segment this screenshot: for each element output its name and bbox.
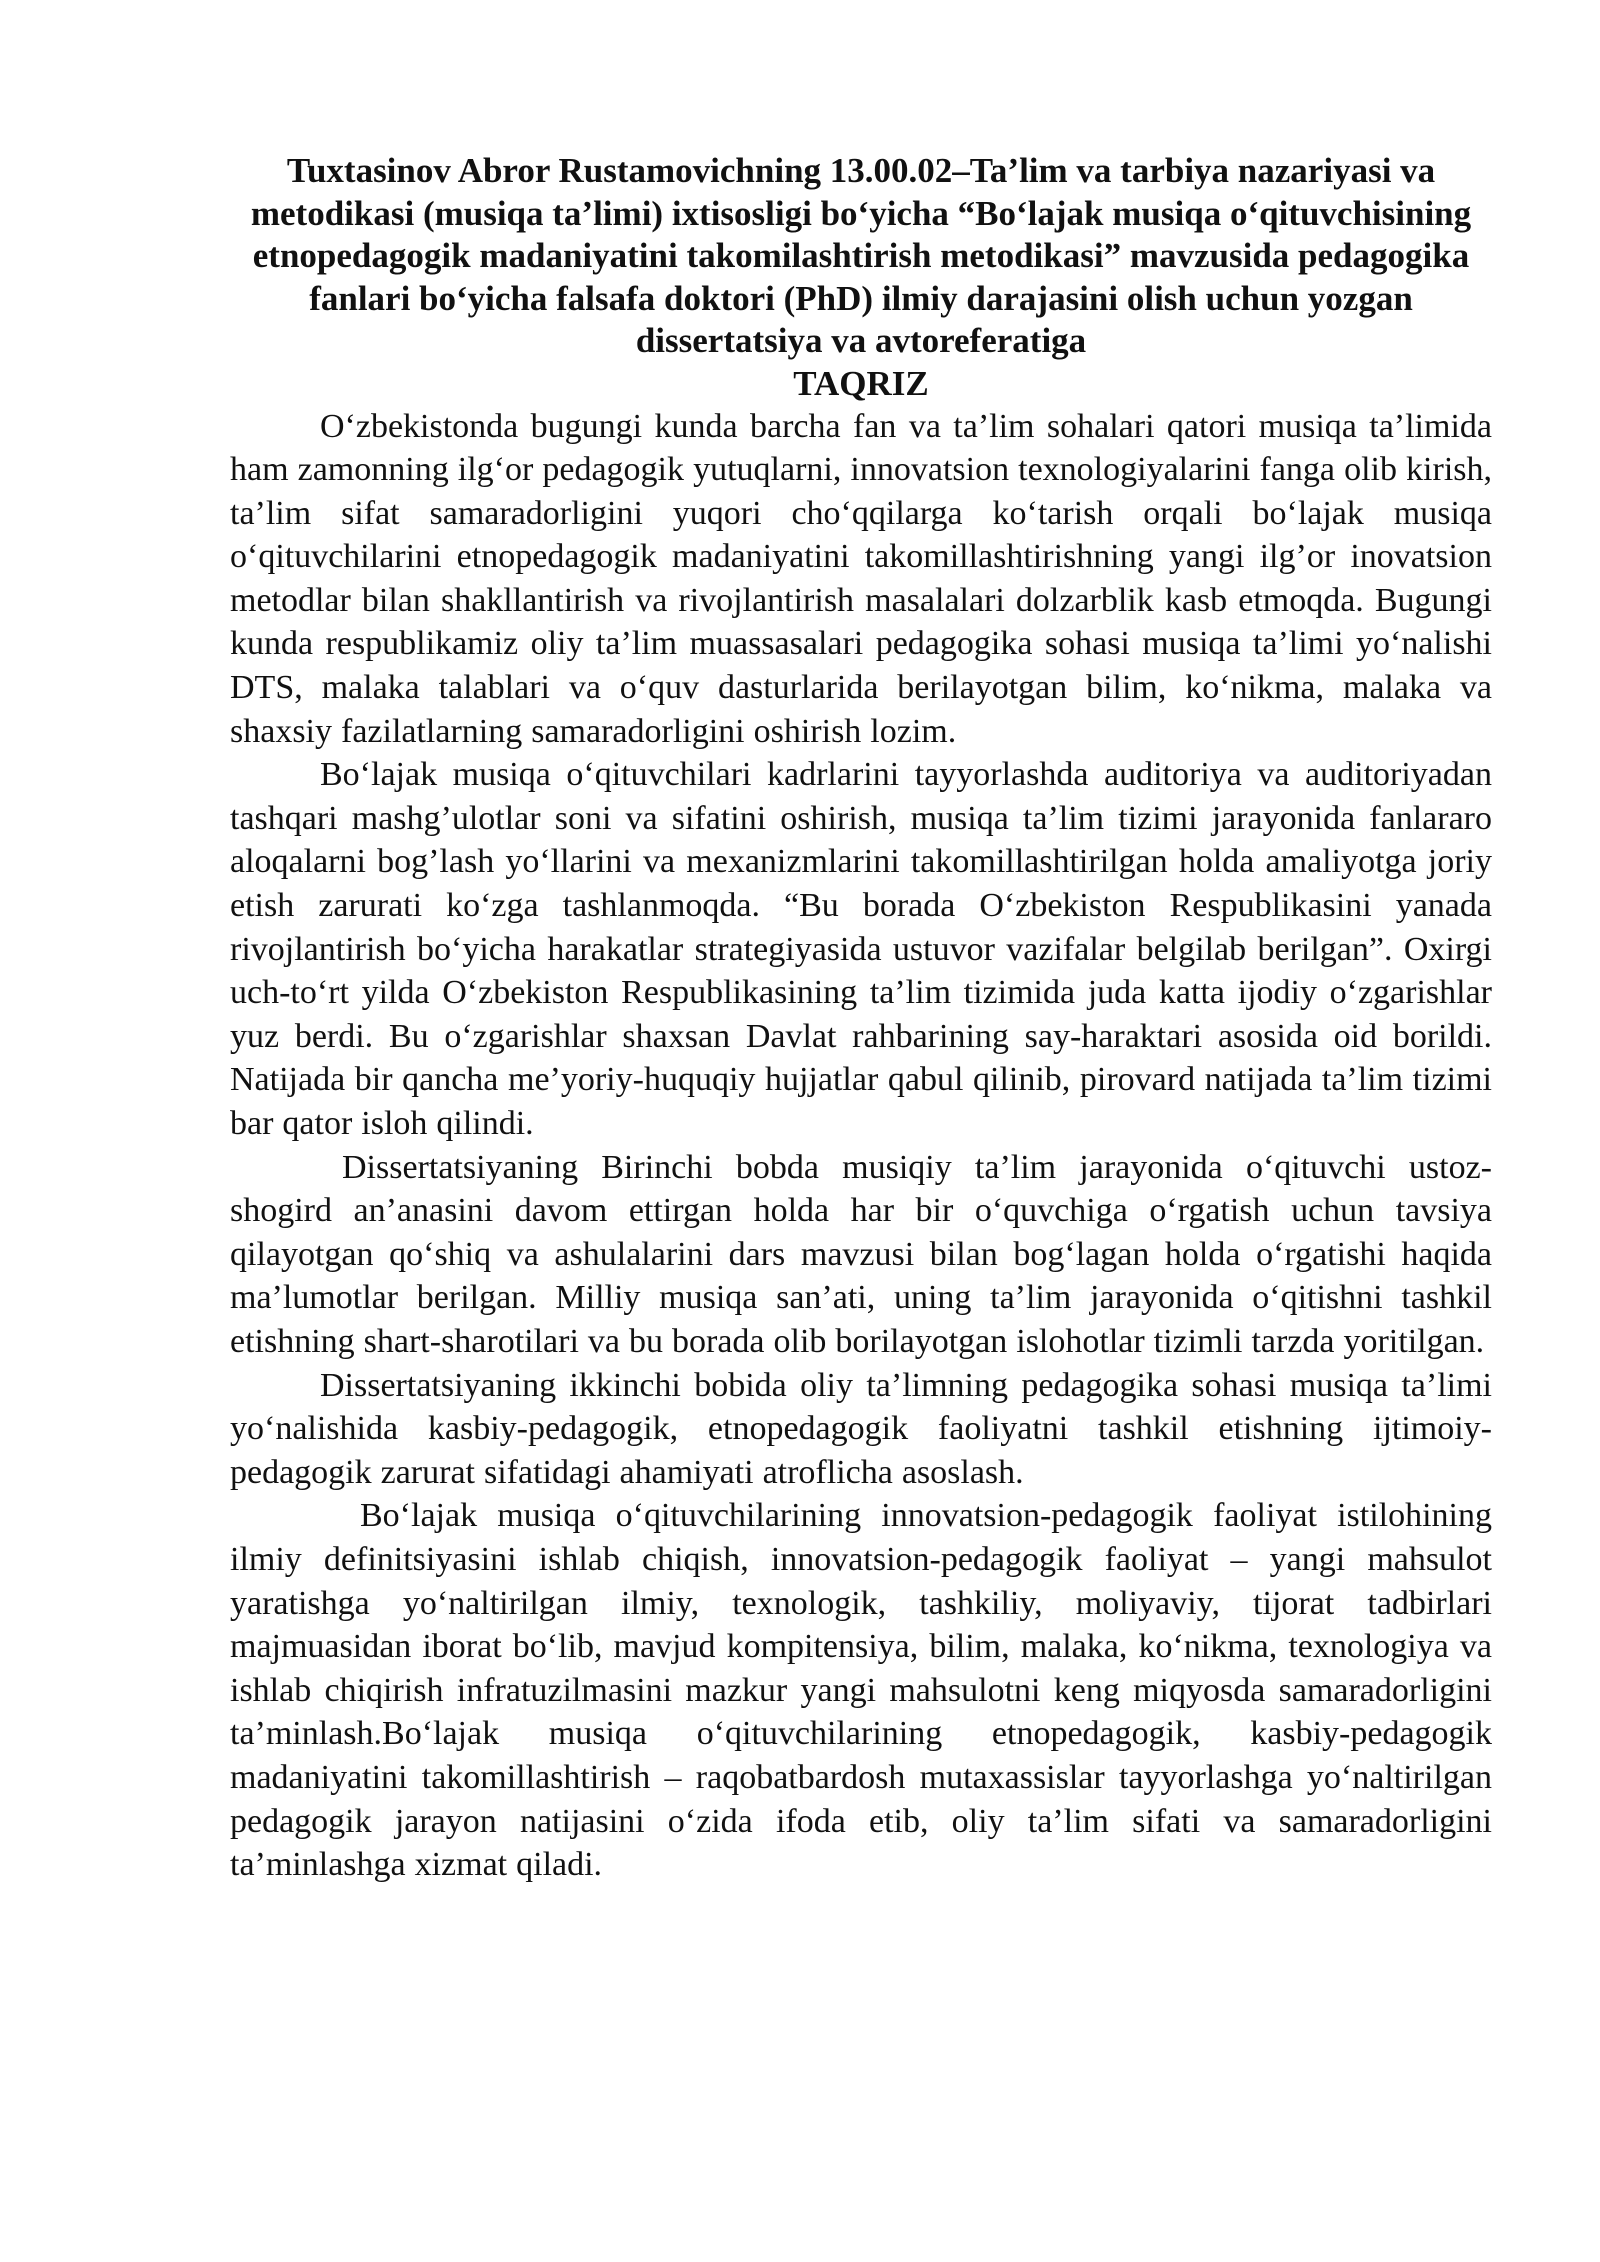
paragraph-1: O‘zbekistonda bugungi kunda barcha fan va ta’lim sohalari qatori musiqa ta’limida ham zamonning ilg‘or pedagogik yutuqlarni, innovatsion texnologiyalarini fanga olib kirish, ta’lim sifat samaradorligini yuqori cho‘qqilarga ko‘tarish orqali bo‘lajak musiqa o‘qituvchilarini etnopedagogik madaniyatini takomillashtirishning yangi ilg’or inovatsion metodlar bilan shakllantirish va rivojlantirish masalalari dolzarblik kasb etmoqda. Bugungi kunda respublikamiz oliy ta’lim muassasalari pedagogika sohasi musiqa ta’limi yo‘nalishi DTS, malaka talablari va o‘quv dasturlarida berilayotgan bilim, ko‘nikma, malaka va shaxsiy fazilatlarning samaradorligini oshirish lozim. xyxy=(230,407,1492,750)
paragraph-3: Dissertatsiyaning Birinchi bobda musiqiy ta’lim jarayonida o‘qituvchi ustoz-shogird an’anasini davom ettirgan holda har bir o‘quvchiga o‘rgatish uchun tavsiya qilayotgan qo‘shiq va ashulalarini dars mavzusi bilan bog‘lagan holda o‘rgatishi haqida ma’lumotlar berilgan. Milliy musiqa san’ati, uning ta’lim jarayonida o‘qitishni tashkil etishning shart-sharotilari va bu borada olib borilayotgan islohotlar tizimli tarzda yoritilgan. xyxy=(230,1148,1492,1360)
document-subtitle: TAQRIZ xyxy=(793,363,929,403)
document-title: Tuxtasinov Abror Rustamovichning 13.00.02–Ta’lim va tarbiya nazariyasi va metodikasi (musiqa ta’limi) ixtisosligi bo‘yicha “Bo‘lajak musiqa o‘qituvchisining etnopedagogik madaniyatini takomilashtirish metodikasi” mavzusida pedagogika fanlari bo‘yicha falsafa doktori (PhD) ilmiy darajasini olish uchun yozgan dissertatsiya va avtoreferatiga xyxy=(250,151,1472,360)
document-page xyxy=(230,150,1492,1887)
paragraph-2: Bo‘lajak musiqa o‘qituvchilari kadrlarini tayyorlashda auditoriya va auditoriyadan tashqari mashg’ulotlar soni va sifatini oshirish, musiqa ta’lim tizimi jarayonida fanlararo aloqalarni bog’lash yo‘llarini va mexanizmlarini takomillashtirilgan holda amaliyotga joriy etish zarurati ko‘zga tashlanmoqda. “Bu borada O‘zbekiston Respublikasini yanada rivojlantirish bo‘yicha harakatlar strategiyasida ustuvor vazifalar belgilab berilgan”. Oxirgi uch-to‘rt yilda O‘zbekiston Respublikasining ta’lim tizimida juda katta ijodiy o‘zgarishlar yuz berdi. Bu o‘zgarishlar shaxsan Davlat rahbarining say-haraktari asosida oid borildi. Natijada bir qancha me’yoriy-huquqiy hujjatlar qabul qilinib, pirovard natijada ta’lim tizimi bar qator isloh qilindi. xyxy=(230,756,1492,1142)
paragraph-4: Dissertatsiyaning ikkinchi bobida oliy ta’limning pedagogika sohasi musiqa ta’limi yo‘nalishida kasbiy-pedagogik, etnopedagogik faoliyatni tashkil etishning ijtimoiy-pedagogik zarurat sifatidagi ahamiyati atroflicha asoslash. xyxy=(230,1366,1492,1491)
paragraph-5: Bo‘lajak musiqa o‘qituvchilarining innovatsion-pedagogik faoliyat istilohining ilmiy definitsiyasini ishlab chiqish, innovatsion-pedagogik faoliyat – yangi mahsulot yaratishga yo‘naltirilgan ilmiy, texnologik, tashkiliy, moliyaviy, tijorat tadbirlari majmuasidan iborat bo‘lib, mavjud kompitensiya, bilim, malaka, ko‘nikma, texnologiya va ishlab chiqirish infratuzilmasini mazkur yangi mahsulotni keng miqyosda samaradorligini ta’minlash.Bo‘lajak musiqa o‘qituvchilarining etnopedagogik, kasbiy-pedagogik madaniyatini takomillashtirish – raqobatbardosh mutaxassislar tayyorlashga yo‘naltirilgan pedagogik jarayon natijasini o‘zida ifoda etib, oliy ta’lim sifati va samaradorligini ta’minlashga xizmat qiladi. xyxy=(230,1497,1492,1884)
